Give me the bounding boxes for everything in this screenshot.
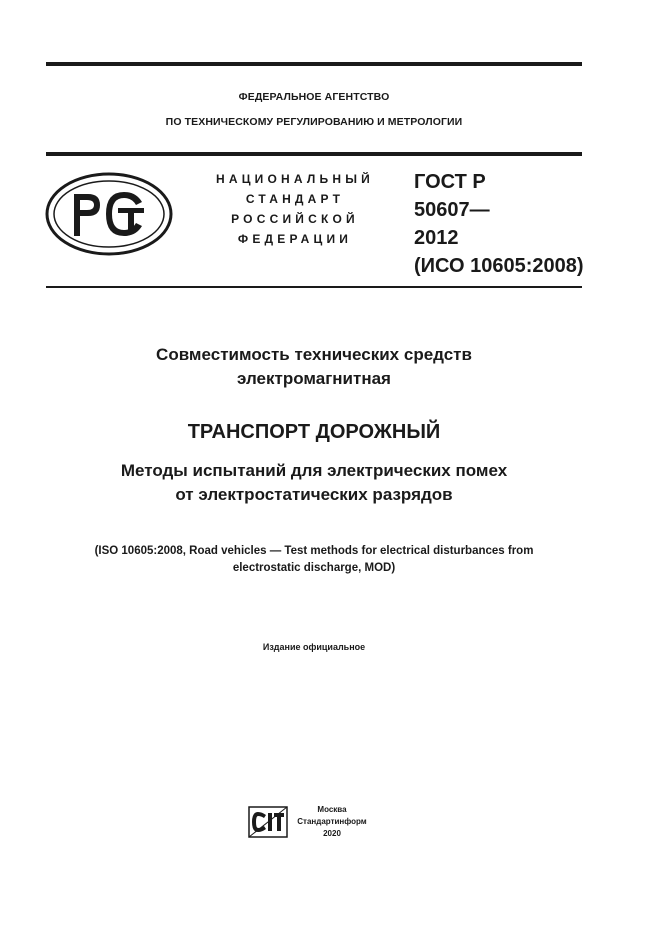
bottom-rule	[46, 286, 582, 288]
designation-line-4: (ИСО 10605:2008)	[414, 255, 584, 277]
edition-label: Издание официальное	[262, 642, 366, 652]
standartinform-logo-icon	[248, 806, 288, 838]
agency-line-1: ФЕДЕРАЛЬНОЕ АГЕНТСТВО	[238, 91, 390, 103]
iso-reference-line-1: (ISO 10605:2008, Road vehicles — Test methods for electrical disturbances from	[94, 545, 534, 557]
designation-line-1: ГОСТ Р	[414, 171, 486, 193]
standard-type-line-1: НАЦИОНАЛЬНЫЙ	[215, 172, 375, 186]
top-rule	[46, 62, 582, 66]
agency-line-2: ПО ТЕХНИЧЕСКОМУ РЕГУЛИРОВАНИЮ И МЕТРОЛОГИИ	[165, 116, 463, 128]
publisher-city: Москва	[317, 805, 347, 814]
main-title: ТРАНСПОРТ ДОРОЖНЫЙ	[187, 421, 441, 443]
subtitle-line-1: Методы испытаний для электрических помех	[120, 461, 508, 480]
title-line-2: электромагнитная	[237, 369, 391, 388]
standard-type-line-4: ФЕДЕРАЦИИ	[237, 232, 353, 246]
standard-type-line-2: СТАНДАРТ	[245, 192, 345, 206]
title-line-1: Совместимость технических средств	[156, 345, 472, 364]
subtitle-line-2: от электростатических разрядов	[175, 485, 453, 504]
iso-reference-line-2: electrostatic discharge, MOD)	[232, 562, 396, 574]
publisher-name: Стандартинформ	[297, 817, 367, 826]
publisher-year: 2020	[323, 829, 341, 838]
standard-type-line-3: РОССИЙСКОЙ	[231, 212, 359, 226]
designation-line-2: 50607—	[414, 199, 490, 221]
middle-rule	[46, 152, 582, 156]
rst-certification-logo-icon	[44, 172, 174, 256]
designation-line-3: 2012	[414, 227, 459, 249]
